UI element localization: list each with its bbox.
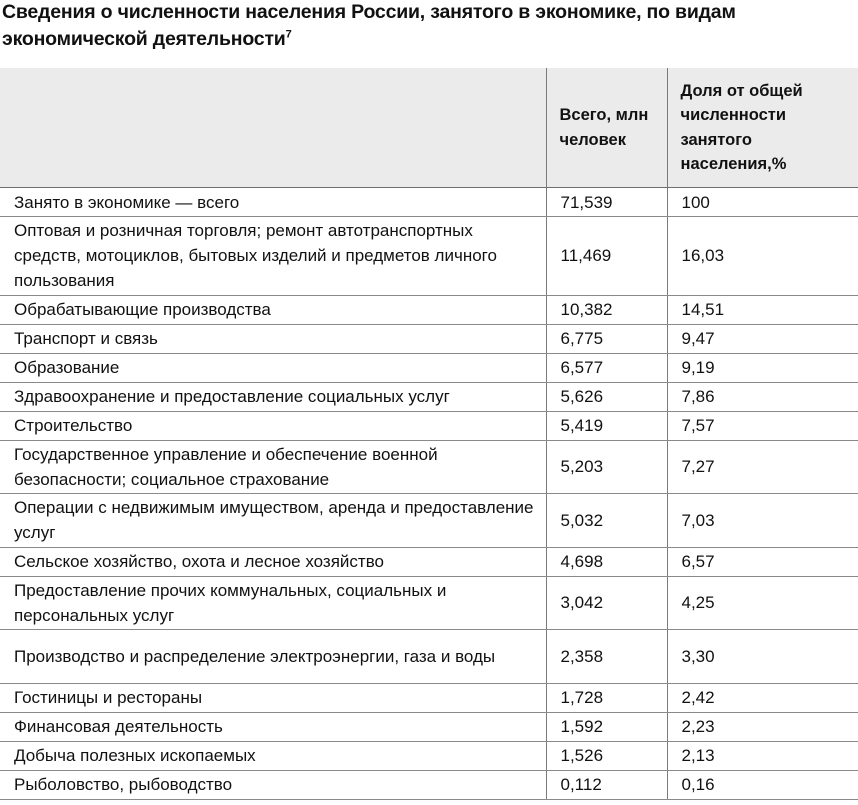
cell-total: 5,203 xyxy=(546,440,667,494)
cell-share: 2,13 xyxy=(667,741,858,770)
cell-activity: Строительство xyxy=(0,411,546,440)
table-row xyxy=(0,770,858,799)
table-row xyxy=(0,295,858,324)
cell-share: 7,27 xyxy=(667,440,858,494)
cell-activity: Оптовая и розничная торговля; ремонт автотранспортных средств, мотоциклов, бытовых изделий и предметов личного пользования xyxy=(0,217,546,296)
cell-total: 11,469 xyxy=(546,217,667,296)
table-row xyxy=(0,712,858,741)
cell-total: 6,577 xyxy=(546,353,667,382)
cell-share: 9,47 xyxy=(667,324,858,353)
cell-share: 3,30 xyxy=(667,630,858,684)
table-header-row xyxy=(0,68,858,188)
cell-activity: Производство и распределение электроэнергии, газа и воды xyxy=(0,630,546,684)
cell-total: 0,112 xyxy=(546,770,667,799)
cell-activity: Операции с недвижимым имуществом, аренда и предоставление услуг xyxy=(0,494,546,548)
cell-total: 1,728 xyxy=(546,683,667,712)
cell-total: 1,592 xyxy=(546,712,667,741)
cell-activity: Предоставление прочих коммунальных, социальных и персональных услуг xyxy=(0,576,546,630)
cell-share: 2,42 xyxy=(667,683,858,712)
cell-share: 4,25 xyxy=(667,576,858,630)
cell-share: 2,23 xyxy=(667,712,858,741)
cell-share: 100 xyxy=(667,188,858,217)
cell-activity: Гостиницы и рестораны xyxy=(0,683,546,712)
table-row xyxy=(0,411,858,440)
cell-total: 5,626 xyxy=(546,382,667,411)
table-row xyxy=(0,382,858,411)
cell-total: 5,419 xyxy=(546,411,667,440)
cell-total: 4,698 xyxy=(546,547,667,576)
cell-total: 5,032 xyxy=(546,494,667,548)
cell-share: 7,57 xyxy=(667,411,858,440)
table-row xyxy=(0,188,858,217)
cell-activity: Занято в экономике — всего xyxy=(0,188,546,217)
cell-activity: Здравоохранение и предоставление социальных услуг xyxy=(0,382,546,411)
table-row xyxy=(0,547,858,576)
cell-total: 10,382 xyxy=(546,295,667,324)
cell-activity: Добыча полезных ископаемых xyxy=(0,741,546,770)
cell-activity: Финансовая деятельность xyxy=(0,712,546,741)
cell-total: 2,358 xyxy=(546,630,667,684)
header-activity xyxy=(0,68,546,188)
cell-activity: Образование xyxy=(0,353,546,382)
table-row xyxy=(0,741,858,770)
cell-total: 6,775 xyxy=(546,324,667,353)
cell-share: 7,03 xyxy=(667,494,858,548)
cell-share: 6,57 xyxy=(667,547,858,576)
table-body xyxy=(0,188,858,800)
table-row xyxy=(0,324,858,353)
footnote-marker: 7 xyxy=(285,28,292,41)
cell-activity: Сельское хозяйство, охота и лесное хозяйство xyxy=(0,547,546,576)
table-row xyxy=(0,630,858,684)
employment-table xyxy=(0,68,858,800)
cell-activity: Транспорт и связь xyxy=(0,324,546,353)
header-total: Всего, млн человек xyxy=(546,68,667,188)
table-title-text: Сведения о численности населения России, занятого в экономике, по видам экономической деятельности xyxy=(2,1,736,50)
header-share: Доля от общей численности занятого населения,% xyxy=(667,68,858,188)
table-row xyxy=(0,576,858,630)
cell-total: 3,042 xyxy=(546,576,667,630)
table-row xyxy=(0,683,858,712)
cell-share: 16,03 xyxy=(667,217,858,296)
cell-total: 71,539 xyxy=(546,188,667,217)
table-row xyxy=(0,440,858,494)
table-row xyxy=(0,217,858,296)
cell-share: 0,16 xyxy=(667,770,858,799)
cell-activity: Обрабатывающие производства xyxy=(0,295,546,324)
table-row xyxy=(0,353,858,382)
cell-share: 7,86 xyxy=(667,382,858,411)
table-title xyxy=(2,0,852,53)
table-row xyxy=(0,494,858,548)
cell-share: 14,51 xyxy=(667,295,858,324)
cell-activity: Государственное управление и обеспечение военной безопасности; социальное страхование xyxy=(0,440,546,494)
cell-share: 9,19 xyxy=(667,353,858,382)
cell-total: 1,526 xyxy=(546,741,667,770)
cell-activity: Рыболовство, рыбоводство xyxy=(0,770,546,799)
